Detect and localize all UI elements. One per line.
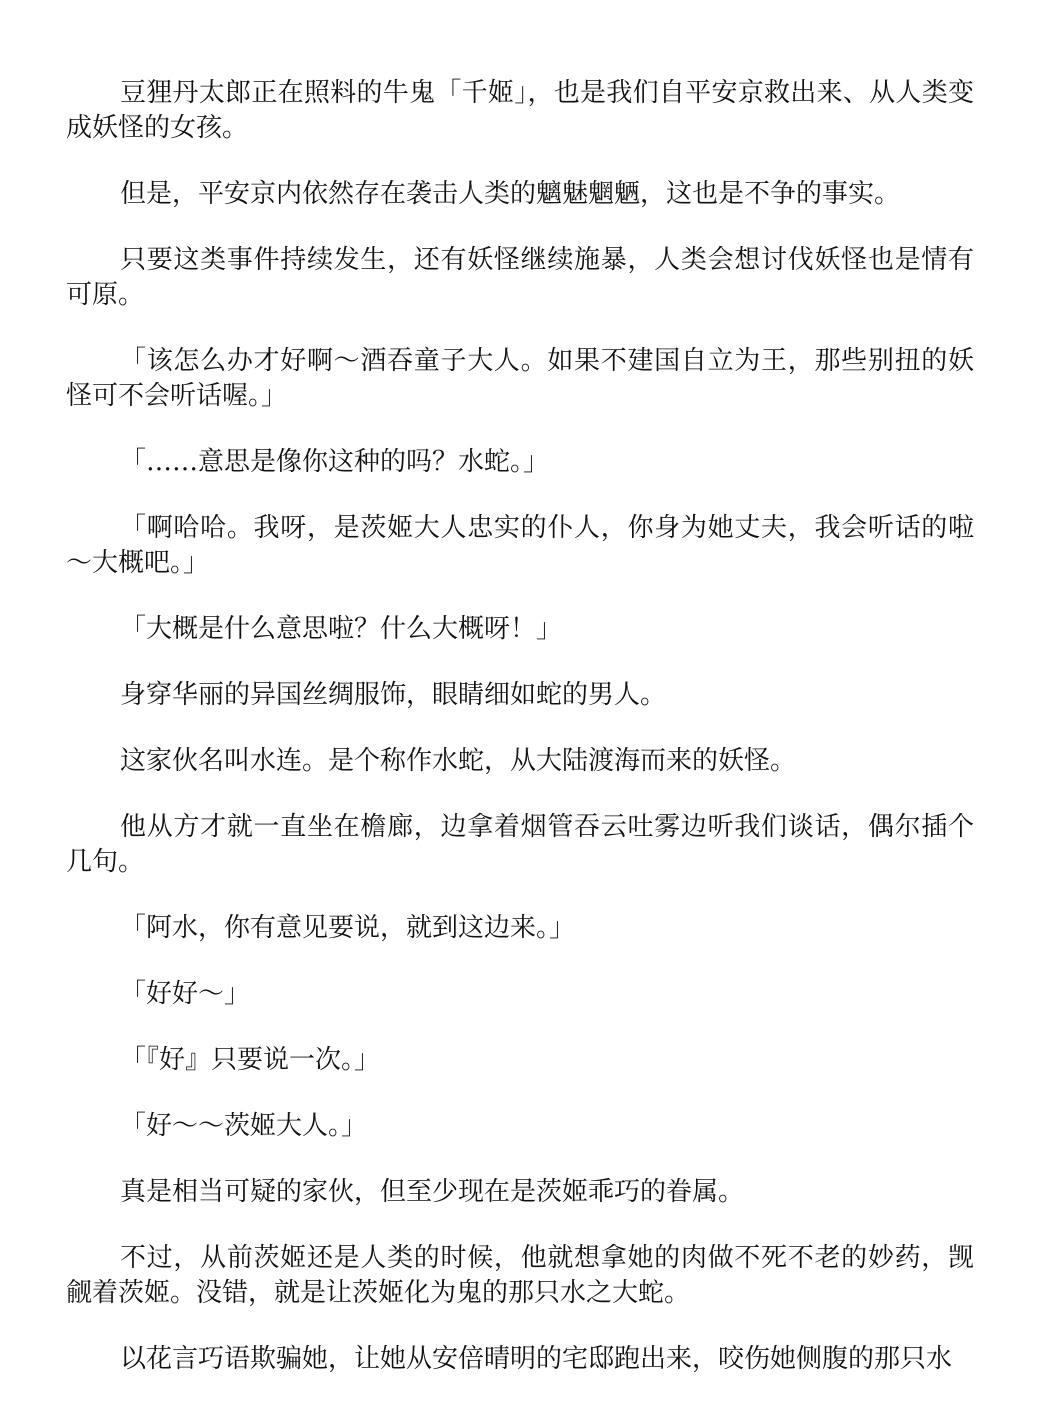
paragraph: 真是相当可疑的家伙，但至少现在是茨姬乖巧的眷属。: [120, 1177, 745, 1207]
paragraph: 「『好』只要说一次。」: [120, 1045, 381, 1075]
paragraph: 「阿水，你有意见要说，就到这边来。」: [120, 913, 576, 943]
paragraph: 「……意思是像你这种的吗？水蛇。」: [120, 447, 550, 477]
paragraph: 「好好～」: [120, 979, 251, 1009]
paragraph: 以花言巧语欺骗她，让她从安倍晴明的宅邸跑出来，咬伤她侧腹的那只水: [120, 1344, 953, 1374]
document-page: [66, 76, 974, 1408]
paragraph: 豆狸丹太郎正在照料的牛鬼「千姬」，也是我们自平安京救出来、从人类变成妖怪的女孩。: [66, 78, 974, 143]
paragraph: 「大概是什么意思啦？什么大概呀！」: [120, 614, 563, 644]
paragraph: 「好～～茨姬大人。」: [120, 1111, 368, 1141]
paragraph: 「该怎么办才好啊～酒吞童子大人。如果不建国自立为王，那些别扭的妖怪可不会听话喔。」: [66, 346, 974, 411]
paragraph: 但是，平安京内依然存在袭击人类的魑魅魍魉，这也是不争的事实。: [120, 179, 901, 209]
paragraph: 他从方才就一直坐在檐廊，边拿着烟管吞云吐雾边听我们谈话，偶尔插个几句。: [66, 812, 974, 877]
paragraph: 不过，从前茨姬还是人类的时候，他就想拿她的肉做不死不老的妙药，觊觎着茨姬。没错，就是让茨姬化为鬼的那只水之大蛇。: [66, 1243, 974, 1308]
paragraph: 只要这类事件持续发生，还有妖怪继续施暴，人类会想讨伐妖怪也是情有可原。: [66, 245, 974, 310]
paragraph: 这家伙名叫水连。是个称作水蛇，从大陆渡海而来的妖怪。: [120, 746, 797, 776]
paragraph: 身穿华丽的异国丝绸服饰，眼睛细如蛇的男人。: [120, 680, 667, 710]
paragraph: 「啊哈哈。我呀，是茨姬大人忠实的仆人，你身为她丈夫，我会听话的啦～大概吧。」: [66, 513, 974, 578]
